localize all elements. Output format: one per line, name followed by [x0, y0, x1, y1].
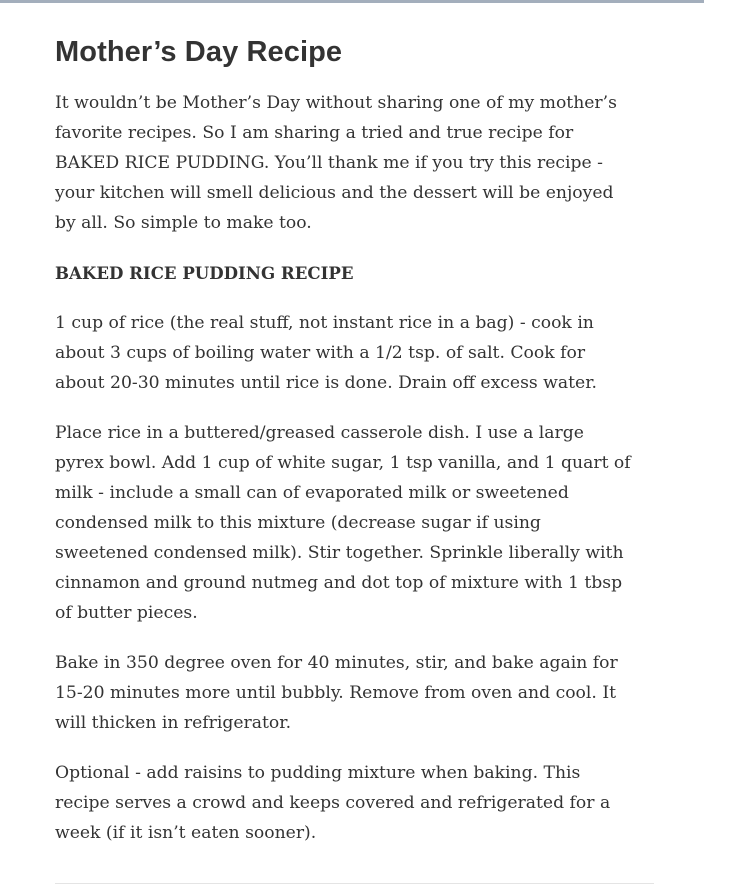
article [55, 30, 655, 848]
intro-line: BAKED RICE PUDDING. You’ll thank me if you try this recipe - [55, 153, 603, 173]
intro-line: your kitchen will smell delicious and the dessert will be enjoyed [55, 183, 614, 203]
recipe-step-1 [55, 308, 655, 398]
step-line: about 20-30 minutes until rice is done. Drain off excess water. [55, 373, 598, 393]
step-line: Place rice in a buttered/greased casserole dish. I use a large [55, 423, 584, 443]
intro-line: favorite recipes. So I am sharing a tried and true recipe for [55, 123, 574, 143]
step-line: condensed milk to this mixture (decrease sugar if using [55, 513, 541, 533]
intro-line: by all. So simple to make too. [55, 213, 312, 233]
top-divider [0, 0, 704, 3]
step-line: milk - include a small can of evaporated milk or sweetened [55, 483, 569, 503]
article-title: Mother’s Day Recipe [55, 36, 343, 68]
step-line: about 3 cups of boiling water with a 1/2 tsp. of salt. Cook for [55, 343, 586, 363]
step-line: 1 cup of rice (the real stuff, not instant rice in a bag) - cook in [55, 313, 594, 333]
step-line: pyrex bowl. Add 1 cup of white sugar, 1 tsp vanilla, and 1 quart of [55, 453, 631, 473]
step-line: cinnamon and ground nutmeg and dot top of mixture with 1 tbsp [55, 573, 623, 593]
step-line: week (if it isn’t eaten sooner). [55, 823, 317, 843]
recipe-step-2 [55, 418, 655, 628]
step-line: Optional - add raisins to pudding mixture when baking. This [55, 763, 581, 783]
intro-paragraph [55, 88, 655, 238]
step-line: recipe serves a crowd and keeps covered and refrigerated for a [55, 793, 611, 813]
bottom-divider [55, 883, 654, 884]
recipe-heading: BAKED RICE PUDDING RECIPE [55, 263, 354, 283]
step-line: 15-20 minutes more until bubbly. Remove from oven and cool. It [55, 683, 617, 703]
step-line: sweetened condensed milk). Stir together. Sprinkle liberally with [55, 543, 624, 563]
step-line: Bake in 350 degree oven for 40 minutes, stir, and bake again for [55, 653, 618, 673]
intro-line: It wouldn’t be Mother’s Day without sharing one of my mother’s [55, 93, 617, 113]
step-line: will thicken in refrigerator. [55, 713, 292, 733]
recipe-step-3 [55, 648, 655, 738]
recipe-step-4 [55, 758, 655, 848]
step-line: of butter pieces. [55, 603, 198, 623]
